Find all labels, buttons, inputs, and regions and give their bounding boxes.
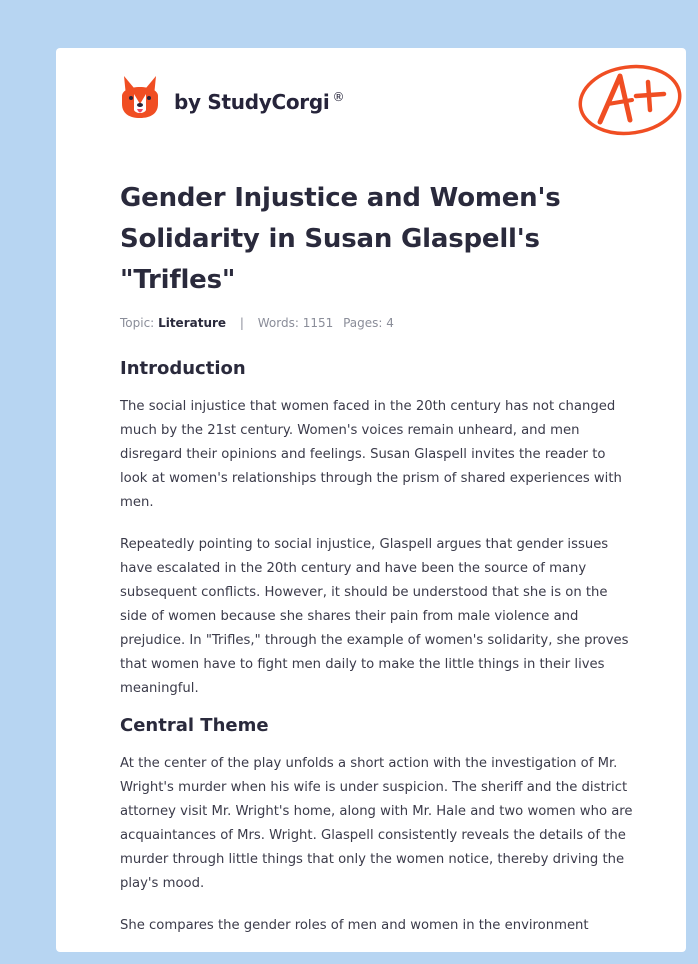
section-heading-central-theme: Central Theme (120, 715, 269, 736)
header (120, 74, 660, 154)
meta-separator: | (239, 316, 244, 330)
topic-link[interactable]: Literature (158, 316, 227, 330)
studycorgi-logo[interactable] (120, 74, 344, 120)
topic-label: Topic: (120, 316, 155, 330)
a-plus-grade-icon (574, 60, 686, 142)
article-meta (120, 316, 634, 330)
grade-badge (574, 60, 686, 146)
document-page (56, 48, 686, 952)
paragraph: At the center of the play unfolds a short action with the investigation of Mr. Wright's murder when his wife is under suspicion. The sheriff and the district attorney visit Mr. Wright's home, along with Mr. Hale and two women who are acquaintances of Mrs. Wright. Glaspell consistently reveals the details of the murder through little things that only the women notice, thereby driving the play's mood. (120, 756, 633, 891)
paragraph: Repeatedly pointing to social injustice, Glaspell argues that gender issues have escalated in the 20th century and have been the source of many subsequent conflicts. However, it should be understood that she is on the side of women because she shares their pain from male violence and prejudice. In "Trifles," through the example of women's solidarity, she proves that women have to fight men daily to make the little things in their lives meaningful. (120, 537, 629, 696)
word-count: Words: 1151 (257, 316, 334, 330)
paragraph: She compares the gender roles of men and women in the environment (120, 918, 589, 933)
article-title: Gender Injustice and Women's Solidarity in Susan Glaspell's "Trifles" (120, 183, 561, 295)
section-heading-introduction: Introduction (120, 358, 246, 379)
paragraph: The social injustice that women faced in the 20th century has not changed much by the 21st century. Women's voices remain unheard, and men disregard their opinions and feelings. Susan Glaspell invites the reader to look at women's relationships through the prism of shared experiences with men. (120, 399, 622, 510)
corgi-icon (120, 74, 160, 120)
page-count: Pages: 4 (343, 316, 394, 330)
brand-name: by StudyCorgi ® (174, 90, 345, 114)
article (120, 178, 634, 938)
